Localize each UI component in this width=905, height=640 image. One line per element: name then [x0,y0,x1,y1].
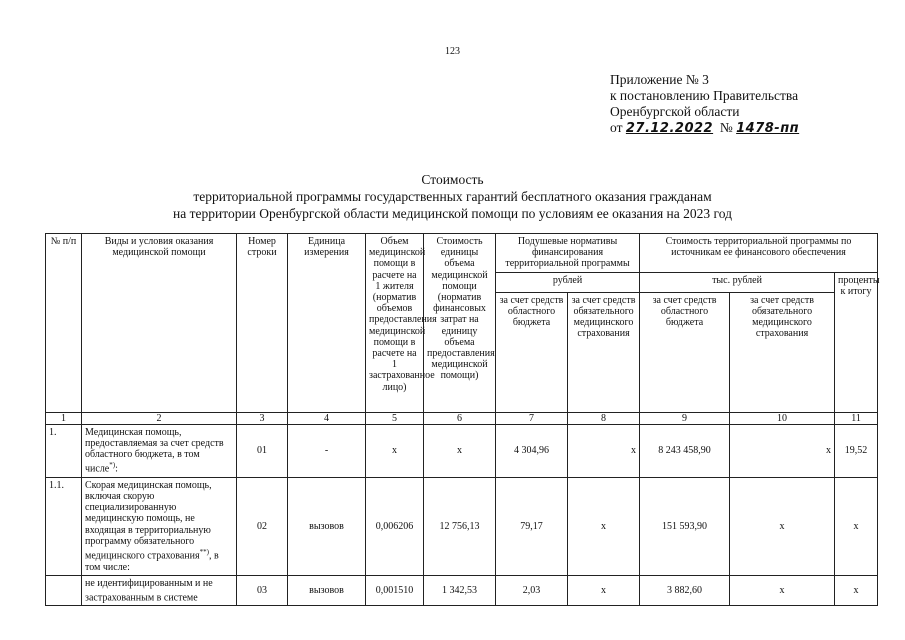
row-pc-regional: 4 304,96 [496,424,568,477]
appendix-block [610,72,799,137]
header-kind: Виды и условия оказания медицинской помощи [82,234,237,413]
row-volume: 0,001510 [366,575,424,606]
row-cost: х [424,424,496,477]
page-number: 123 [445,46,460,57]
number-handwritten: 1478-пп [736,121,800,136]
document-title [0,171,905,222]
row-cost: 12 756,13 [424,477,496,575]
header-row-no: Номер строки [237,234,288,413]
header-total-regional: за счет средств областного бюджета [640,292,730,412]
col-number: 9 [640,412,730,424]
col-number: 6 [424,412,496,424]
row-kind: Скорая медицинская помощь, включая скорую специализированную медицинскую помощь, не входящая в территориальную программу обязательного медицинского страхования**), в том числе: [82,477,237,575]
row-num: 1. [46,424,82,477]
date-handwritten: 27.12.2022 [625,121,714,136]
col-number: 8 [568,412,640,424]
col-number: 7 [496,412,568,424]
title-line-2: территориальной программы государственных гарантий бесплатного оказания гражданам [193,189,712,204]
appendix-line-3: Оренбургской области [610,104,740,119]
header-per-capita: Подушевые нормативы финансирования территориальной программы [496,234,640,273]
col-number: 1 [46,412,82,424]
row-kind: Медицинская помощь, предоставляемая за счет средств областного бюджета, в том числе*): [82,424,237,477]
col-number: 4 [288,412,366,424]
row-num: 1.1. [46,477,82,575]
row-volume: 0,006206 [366,477,424,575]
row-kind: не идентифицированным и не застрахованным в системе [82,575,237,606]
row-percent: 19,52 [835,424,878,477]
row-total-regional: 3 882,60 [640,575,730,606]
header-unit: Единица измерения [288,234,366,413]
table-row [46,424,878,477]
header-percent: проценты к итогу [835,272,878,412]
row-cost: 1 342,53 [424,575,496,606]
header-per-capita-regional: за счет средств областного бюджета [496,292,568,412]
row-pc-regional: 79,17 [496,477,568,575]
row-percent: х [835,477,878,575]
header-rub: рублей [496,272,640,292]
table-row [46,575,878,606]
date-prefix: от [610,120,623,135]
header-per-capita-oms: за счет средств обязательного медицинского страхования [568,292,640,412]
cost-table [45,233,878,606]
appendix-line-1: Приложение № 3 [610,72,709,87]
header-thousand-rub: тыс. рублей [640,272,835,292]
row-num [46,575,82,606]
row-pc-regional: 2,03 [496,575,568,606]
header-cost: Стоимость единицы объема медицинской помощи (норматив финансовых затрат на единицу объема предоставления медицинской помощи) [424,234,496,413]
row-percent: х [835,575,878,606]
title-line-1: Стоимость [421,172,484,187]
row-pc-oms: х [568,424,640,477]
col-number: 3 [237,412,288,424]
column-numbers-row [46,412,878,424]
row-unit: вызовов [288,575,366,606]
col-number: 10 [730,412,835,424]
row-total-regional: 8 243 458,90 [640,424,730,477]
number-prefix: № [719,120,733,135]
row-unit: вызовов [288,477,366,575]
row-pc-oms: х [568,575,640,606]
row-total-oms: х [730,477,835,575]
row-total-oms: х [730,424,835,477]
col-number: 5 [366,412,424,424]
row-no: 03 [237,575,288,606]
header-volume: Объем медицинской помощи в расчете на 1 жителя (норматив объемов предоставления медицинской помощи в расчете на 1 застрахованное лицо) [366,234,424,413]
row-volume: х [366,424,424,477]
row-no: 02 [237,477,288,575]
col-number: 2 [82,412,237,424]
row-no: 01 [237,424,288,477]
header-total: Стоимость территориальной программы по источникам ее финансового обеспечения [640,234,878,273]
row-total-regional: 151 593,90 [640,477,730,575]
table-row [46,477,878,575]
col-number: 11 [835,412,878,424]
header-total-oms: за счет средств обязательного медицинского страхования [730,292,835,412]
header-num: № п/п [46,234,82,413]
row-pc-oms: х [568,477,640,575]
row-unit: - [288,424,366,477]
appendix-line-2: к постановлению Правительства [610,88,799,103]
title-line-3: на территории Оренбургской области медицинской помощи по условиям ее оказания на 2023 год [173,206,732,221]
row-total-oms: х [730,575,835,606]
appendix-date-line [610,120,799,137]
